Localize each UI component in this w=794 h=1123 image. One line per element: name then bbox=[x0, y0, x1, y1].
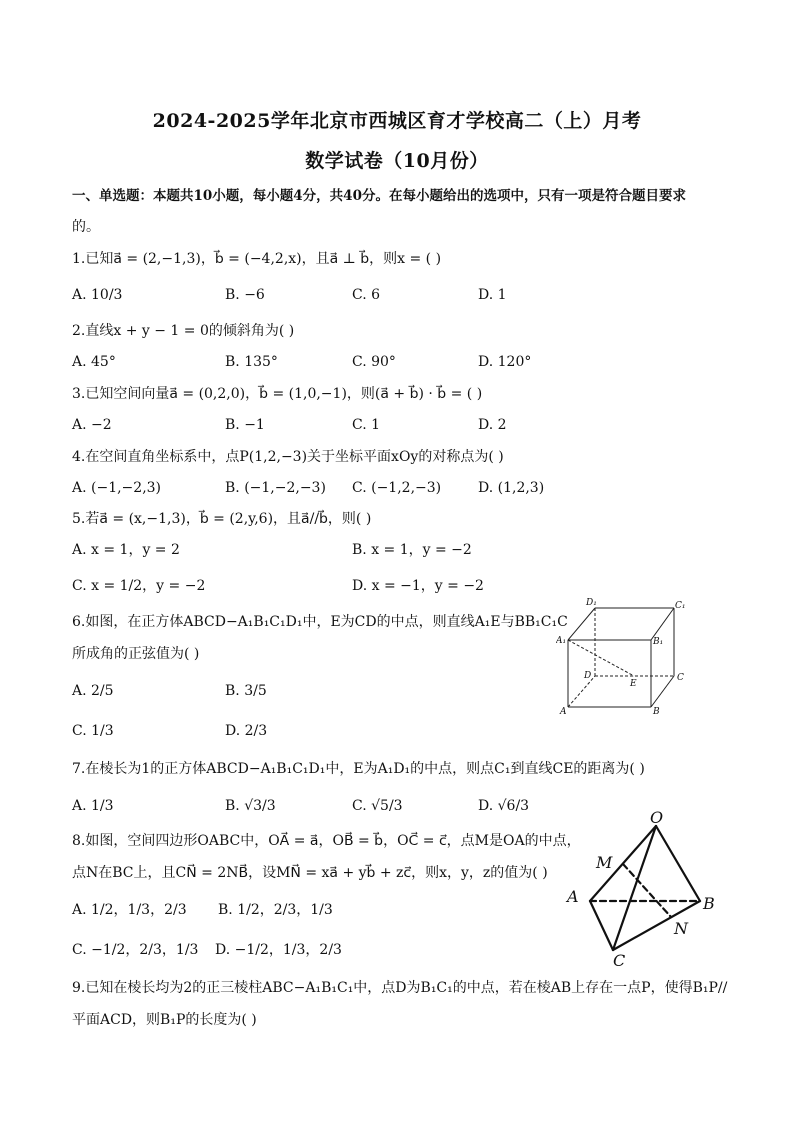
cube-label-c1: C₁ bbox=[675, 601, 686, 611]
question-3-stem: 3.已知空间向量a⃗ = (0,2,0)，b⃗ = (1,0,−1)，则(a⃗ + b⃗) · b⃗ = ( ) bbox=[72, 386, 483, 402]
section-instructions-line2: 的。 bbox=[72, 219, 100, 235]
question-7-option-c: C. √5/3 bbox=[352, 798, 403, 814]
question-2-option-a: A. 45° bbox=[72, 354, 116, 370]
question-4-option-b: B. (−1,−2,−3) bbox=[225, 480, 326, 496]
tetra-edge-ac bbox=[590, 901, 613, 950]
tetra-edge-ob bbox=[656, 826, 700, 901]
question-7-option-b: B. √3/3 bbox=[225, 798, 276, 814]
question-8-stem-line2: 点N在BC上，且CN⃗ = 2NB⃗，设MN⃗ = xa⃗ + yb⃗ + zc⃗，则x，y，z的值为( ) bbox=[72, 865, 548, 881]
cube-edge-bc bbox=[651, 676, 674, 707]
question-5-option-c: C. x = 1/2，y = −2 bbox=[72, 578, 206, 594]
question-4-option-d: D. (1,2,3) bbox=[478, 480, 545, 496]
cube-label-b: B bbox=[653, 707, 660, 717]
cube-label-b1: B₁ bbox=[653, 637, 664, 647]
tetra-label-n: N bbox=[674, 919, 688, 938]
question-1-option-b: B. −6 bbox=[225, 287, 265, 303]
cube-figure bbox=[556, 596, 696, 720]
question-8-stem-line1: 8.如图，空间四边形OABC中，OA⃗ = a⃗，OB⃗ = b⃗，OC⃗ = c⃗，点M是OA的中点， bbox=[72, 833, 581, 849]
question-6-option-c: C. 1/3 bbox=[72, 723, 114, 739]
tetra-label-c: C bbox=[613, 951, 626, 968]
question-8-option-c: C. −1/2，2/3，1/3 bbox=[72, 942, 199, 958]
cube-label-c: C bbox=[677, 673, 684, 683]
question-1-option-a: A. 10/3 bbox=[72, 287, 123, 303]
question-1-option-c: C. 6 bbox=[352, 287, 381, 303]
cube-edge-a1d1 bbox=[568, 608, 595, 640]
cube-label-a1: A₁ bbox=[556, 636, 567, 646]
question-2-option-d: D. 120° bbox=[478, 354, 532, 370]
cube-label-d: D bbox=[584, 671, 592, 681]
tetra-label-o: O bbox=[650, 808, 664, 827]
question-3-option-a: A. −2 bbox=[72, 417, 112, 433]
question-6-option-b: B. 3/5 bbox=[225, 683, 267, 699]
question-7-option-d: D. √6/3 bbox=[478, 798, 530, 814]
question-5-option-a: A. x = 1，y = 2 bbox=[72, 542, 180, 558]
cube-edge-b1c1 bbox=[651, 608, 674, 640]
question-7-option-a: A. 1/3 bbox=[72, 798, 114, 814]
question-6-stem-line2: 所成角的正弦值为( ) bbox=[72, 646, 200, 662]
tetra-label-b: B bbox=[703, 894, 715, 913]
tetra-edge-oc bbox=[613, 826, 656, 950]
question-4-stem: 4.在空间直角坐标系中，点P(1,2,−3)关于坐标平面xOy的对称点为( ) bbox=[72, 449, 504, 465]
question-3-option-c: C. 1 bbox=[352, 417, 381, 433]
exam-title-line1: 2024-2025学年北京市西城区育才学校高二（上）月考 bbox=[152, 110, 642, 132]
question-3-option-b: B. −1 bbox=[225, 417, 265, 433]
question-4-option-c: C. (−1,2,−3) bbox=[352, 480, 442, 496]
exam-title-line2: 数学试卷（10月份） bbox=[305, 150, 489, 172]
cube-label-a: A bbox=[560, 707, 567, 717]
question-3-option-d: D. 2 bbox=[478, 417, 507, 433]
question-1-option-d: D. 1 bbox=[478, 287, 507, 303]
section-instructions-line1: 一、单选题：本题共10小题，每小题4分，共40分。在每小题给出的选项中，只有一项是符合题目要求 bbox=[72, 188, 686, 204]
question-5-stem: 5.若a⃗ = (x,−1,3)，b⃗ = (2,y,6)，且a⃗//b⃗，则( ) bbox=[72, 511, 372, 527]
question-1-stem: 1.已知a⃗ = (2,−1,3)，b⃗ = (−4,2,x)，且a⃗ ⊥ b⃗，则x = ( ) bbox=[72, 251, 442, 267]
tetra-label-a: A bbox=[567, 887, 579, 906]
question-9-stem-line1: 9.已知在棱长均为2的正三棱柱ABC−A₁B₁C₁中，点D为B₁C₁的中点，若在棱AB上存在一点P，使得B₁P// bbox=[72, 980, 728, 996]
tetrahedron-figure bbox=[560, 806, 720, 968]
question-5-option-d: D. x = −1，y = −2 bbox=[352, 578, 484, 594]
question-9-stem-line2: 平面ACD，则B₁P的长度为( ) bbox=[72, 1012, 257, 1028]
question-6-option-a: A. 2/5 bbox=[72, 683, 114, 699]
tetra-label-m: M bbox=[596, 853, 613, 872]
question-6-stem-line1: 6.如图，在正方体ABCD−A₁B₁C₁D₁中，E为CD的中点，则直线A₁E与BB₁C₁C bbox=[72, 614, 568, 630]
question-7-stem: 7.在棱长为1的正方体ABCD−A₁B₁C₁D₁中，E为A₁D₁的中点，则点C₁到直线CE的距离为( ) bbox=[72, 761, 645, 777]
cube-label-e: E bbox=[630, 679, 637, 689]
question-5-option-b: B. x = 1，y = −2 bbox=[352, 542, 472, 558]
question-2-option-b: B. 135° bbox=[225, 354, 278, 370]
question-4-option-a: A. (−1,−2,3) bbox=[72, 480, 162, 496]
question-2-stem: 2.直线x + y − 1 = 0的倾斜角为( ) bbox=[72, 323, 295, 339]
question-8-option-d: D. −1/2，1/3，2/3 bbox=[215, 942, 342, 958]
cube-label-d1: D₁ bbox=[586, 598, 597, 608]
question-2-option-c: C. 90° bbox=[352, 354, 396, 370]
question-8-option-a: A. 1/2，1/3，2/3 bbox=[72, 902, 187, 918]
tetra-segment-mn-hidden bbox=[623, 864, 671, 917]
question-6-option-d: D. 2/3 bbox=[225, 723, 268, 739]
question-8-option-b: B. 1/2，2/3，1/3 bbox=[218, 902, 333, 918]
cube-segment-a1e-hidden bbox=[568, 640, 634, 676]
